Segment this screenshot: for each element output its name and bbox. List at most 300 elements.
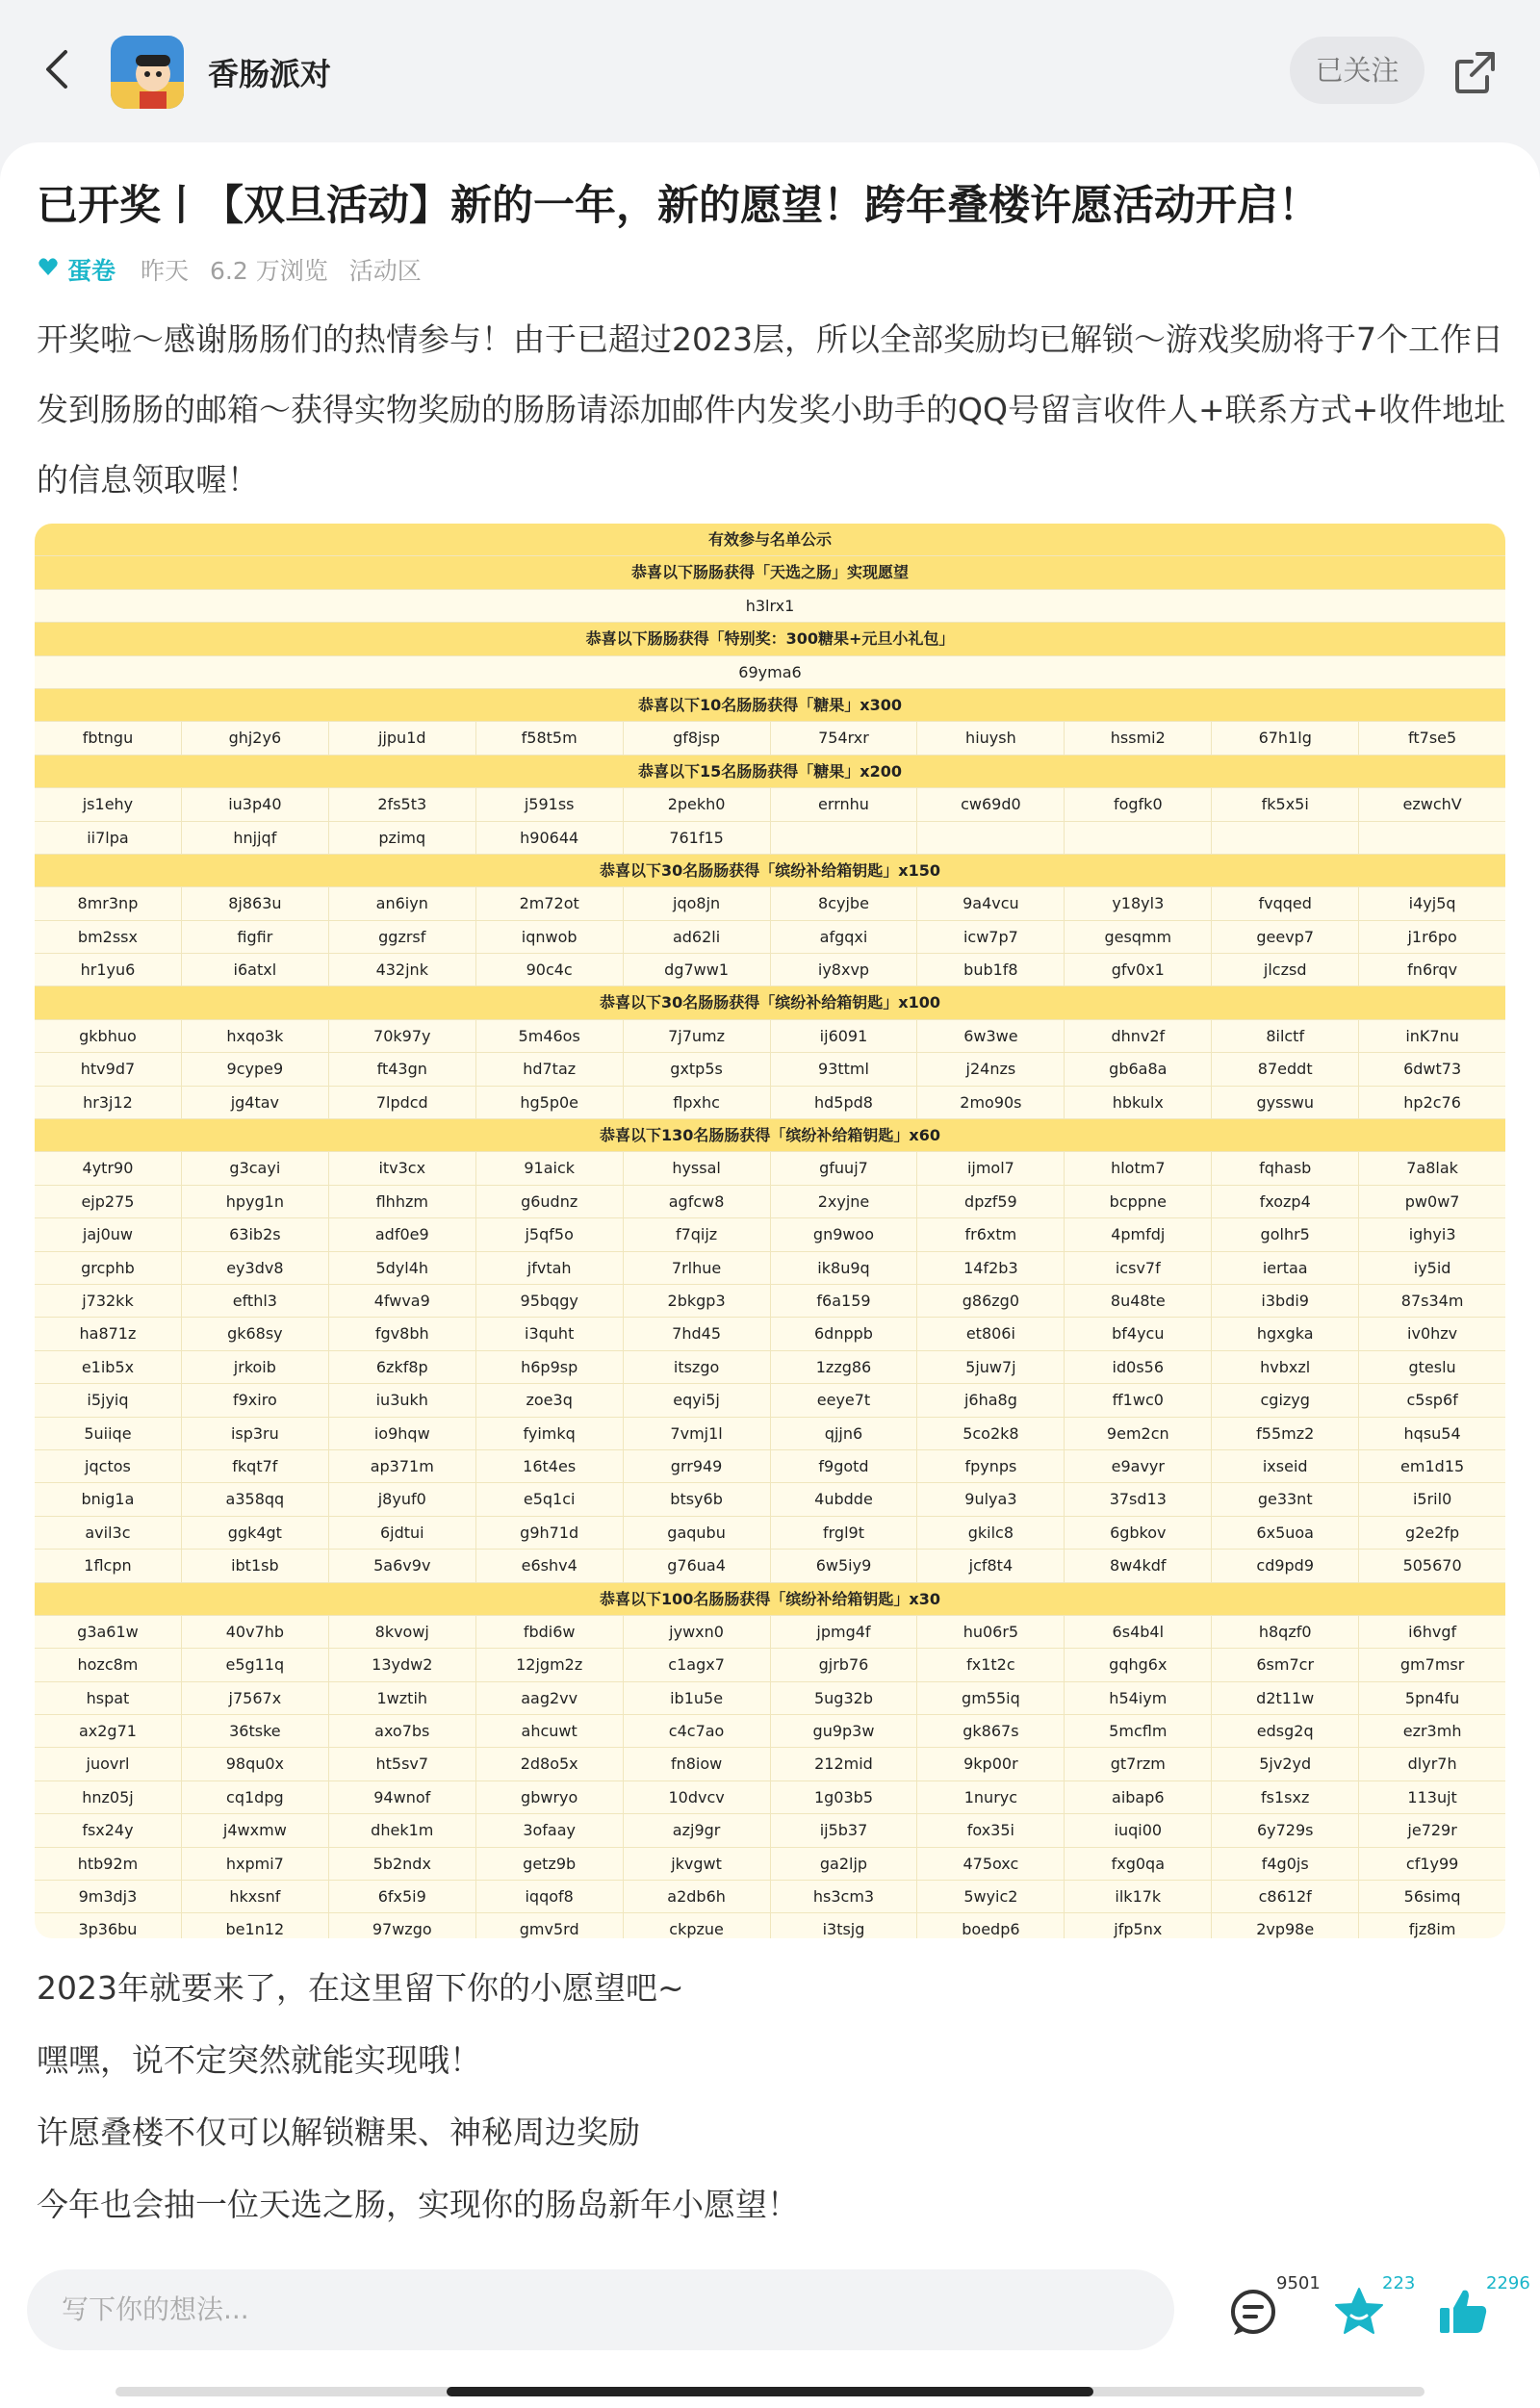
table-header-text: 恭喜以下30名肠肠获得「缤纷补给箱钥匙」x100 [600,993,940,1012]
table-cell [1065,822,1212,854]
table-header-row [35,623,1505,655]
table-cell: ij6091 [771,1020,918,1052]
table-cell: iy5id [1413,1258,1451,1277]
table-cell: gysswu [1212,1087,1359,1118]
table-cell: ft7se5 [1408,729,1457,748]
table-cell: 91aick [476,1152,624,1184]
table-cell: golhr5 [1212,1218,1359,1250]
table-cell: gu9p3w [771,1715,918,1747]
table-cell: a2db6h [624,1881,771,1912]
table-cell: flhhzm [329,1186,476,1217]
table-cell: f6a159 [771,1285,918,1317]
table-cell: cd9pd9 [1212,1550,1359,1581]
table-cell: i4yj5q [1408,894,1456,913]
table-cell: fyimkq [476,1418,624,1449]
table-cell: 9em2cn [1065,1418,1212,1449]
table-cell: boedp6 [917,1913,1065,1938]
table-cell: j6ha8g [917,1384,1065,1416]
table-row [35,1450,1505,1483]
table-row [35,1913,1505,1938]
table-header-row [35,756,1505,788]
table-cell: edsg2q [1212,1715,1359,1747]
table-row [35,1152,1505,1185]
table-cell: js1ehy [35,788,182,820]
table-cell: 432jnk [329,954,476,986]
table-cell: figfir [182,921,329,953]
table-cell: gfv0x1 [1065,954,1212,986]
table-row [35,1384,1505,1417]
table-cell: hg5p0e [476,1087,624,1118]
table-cell: ge33nt [1212,1483,1359,1515]
table-cell: jcf8t4 [917,1550,1065,1581]
post-card [0,142,1540,2250]
table-cell: f7qijz [624,1218,771,1250]
table-header-row [35,986,1505,1019]
table-cell: d2t11w [1212,1682,1359,1714]
table-cell: 7vmj1l [624,1418,771,1449]
table-cell: hxpmi7 [182,1848,329,1880]
table-cell: 5b2ndx [329,1848,476,1880]
table-row [35,1649,1505,1681]
table-cell: 6y729s [1212,1814,1359,1846]
table-cell: 97wzgo [329,1913,476,1938]
table-cell: agfcw8 [624,1186,771,1217]
table-cell: h54iym [1065,1682,1212,1714]
table-cell: dlyr7h [1407,1755,1457,1774]
table-row [35,1186,1505,1218]
table-header-row [35,556,1505,589]
table-cell: jkvgwt [624,1848,771,1880]
share-icon[interactable] [1449,46,1501,98]
table-cell: ey3dv8 [182,1252,329,1284]
table-cell: adf0e9 [329,1218,476,1250]
table-cell: jqctos [35,1450,182,1482]
table-cell: 4pmfdj [1065,1218,1212,1250]
table-cell: iy8xvp [771,954,918,986]
table-cell: 10dvcv [624,1781,771,1813]
table-cell: e5q1ci [476,1483,624,1515]
table-cell: 7rlhue [624,1252,771,1284]
table-cell: fjz8im [1408,1920,1456,1938]
table-cell: hnz05j [35,1781,182,1813]
star-icon[interactable] [1330,2283,1388,2341]
table-cell: flpxhc [624,1087,771,1118]
table-cell: 40v7hb [182,1616,329,1648]
table-cell: 9a4vcu [917,887,1065,919]
table-row [35,656,1505,689]
table-cell: itv3cx [329,1152,476,1184]
table-cell: htv9d7 [35,1053,182,1085]
table-cell: 1nuryc [917,1781,1065,1813]
table-row [35,1682,1505,1715]
table-cell: jg4tav [182,1087,329,1118]
table-cell: fr6xtm [917,1218,1065,1250]
table-cell: frgl9t [771,1517,918,1549]
table-cell: ib1u5e [624,1682,771,1714]
table-cell: aibap6 [1065,1781,1212,1813]
table-cell: 93ttml [771,1053,918,1085]
table-cell: fs1sxz [1212,1781,1359,1813]
table-cell: jrkoib [182,1351,329,1383]
table-cell: an6iyn [329,887,476,919]
table-cell: f55mz2 [1212,1418,1359,1449]
table-cell: hpyg1n [182,1186,329,1217]
table-cell: j4wxmw [182,1814,329,1846]
table-cell: 37sd13 [1065,1483,1212,1515]
table-cell: 5jv2yd [1212,1748,1359,1780]
table-cell: 70k97y [329,1020,476,1052]
table-cell: 56simq [1403,1887,1461,1907]
table-cell: ggzrsf [329,921,476,953]
table-cell: errnhu [771,788,918,820]
table-cell: gxtp5s [624,1053,771,1085]
comment-icon[interactable] [1224,2283,1282,2341]
bottom-action-bar [0,2250,1540,2408]
table-cell: et806i [917,1318,1065,1349]
table-cell: h6p9sp [476,1351,624,1383]
table-cell: 5a6v9v [329,1550,476,1581]
table-cell: 1flcpn [35,1550,182,1581]
thumbs-up-icon[interactable] [1434,2283,1492,2341]
table-header-row [35,524,1505,556]
app-name[interactable]: 香肠派对 [208,56,332,92]
table-cell: bm2ssx [35,921,182,953]
table-cell: 7a8lak [1406,1159,1458,1178]
table-row [35,887,1505,920]
table-cell: fkqt7f [182,1450,329,1482]
star-count: 223 [1382,2273,1416,2293]
table-cell: iqnwob [476,921,624,953]
table-cell: itszgo [624,1351,771,1383]
table-cell: ha871z [35,1318,182,1349]
table-cell: 36tske [182,1715,329,1747]
table-header-text: 恭喜以下10名肠肠获得「糖果」x300 [638,695,902,714]
table-cell: 14f2b3 [917,1252,1065,1284]
table-cell: 9ulya3 [917,1483,1065,1515]
table-cell: ahcuwt [476,1715,624,1747]
table-cell: dhnv2f [1065,1020,1212,1052]
table-cell: hssmi2 [1065,722,1212,754]
post-paragraph: 2023年就要来了，在这里留下你的小愿望吧~ [37,1969,684,2007]
table-cell: hs3cm3 [771,1881,918,1912]
post-title: 已开奖丨【双旦活动】新的一年，新的愿望！跨年叠楼许愿活动开启！ [37,182,1320,230]
table-cell: jfp5nx [1065,1913,1212,1938]
table-cell: 6gbkov [1065,1517,1212,1549]
table-cell: 6fx5i9 [329,1881,476,1912]
table-cell: cq1dpg [182,1781,329,1813]
table-cell: iu3p40 [182,788,329,820]
table-cell: 6dnppb [771,1318,918,1349]
table-cell: i5ril0 [1412,1490,1452,1509]
table-cell: 12jgm2z [476,1649,624,1680]
table-cell: j8yuf0 [329,1483,476,1515]
table-cell: fogfk0 [1065,788,1212,820]
table-cell [1359,822,1505,854]
table-cell: fsx24y [35,1814,182,1846]
table-cell: 7hd45 [624,1318,771,1349]
section-label[interactable]: 活动区 [348,257,422,285]
table-cell: jlczsd [1212,954,1359,986]
table-cell: 4fwva9 [329,1285,476,1317]
table-cell: f4g0js [1212,1848,1359,1880]
table-cell: 113ujt [1407,1787,1457,1806]
table-cell: fgv8bh [329,1318,476,1349]
table-cell: j591ss [476,788,624,820]
table-cell: htb92m [35,1848,182,1880]
table-cell: bub1f8 [917,954,1065,986]
table-cell: gb6a8a [1065,1053,1212,1085]
table-cell: i3bdi9 [1212,1285,1359,1317]
table-cell: ga2ljp [771,1848,918,1880]
table-cell: g86zg0 [917,1285,1065,1317]
table-cell [917,822,1065,854]
table-row [35,1781,1505,1814]
home-indicator [116,2387,1424,2396]
table-cell: fox35i [917,1814,1065,1846]
table-header-text: 恭喜以下30名肠肠获得「缤纷补给箱钥匙」x150 [600,860,940,880]
table-row [35,1285,1505,1318]
table-cell: h3lrx1 [745,596,795,615]
table-cell: hd7taz [476,1053,624,1085]
table-header-row [35,689,1505,722]
table-row [35,1517,1505,1550]
table-cell: h8qzf0 [1212,1616,1359,1648]
table-cell [1212,822,1359,854]
table-row [35,1483,1505,1516]
table-cell: dhek1m [329,1814,476,1846]
table-cell: g3a61w [35,1616,182,1648]
table-cell: iv0hzv [1407,1324,1458,1344]
table-header-text: 恭喜以下100名肠肠获得「缤纷补给箱钥匙」x30 [600,1589,940,1608]
table-cell: f9gotd [771,1450,918,1482]
comment-input[interactable]: 写下你的想法... [27,2269,1174,2350]
table-cell: iqqof8 [476,1881,624,1912]
table-cell: ijmol7 [917,1152,1065,1184]
table-cell: ezwchV [1402,795,1462,814]
table-row [35,1550,1505,1582]
table-cell: 98qu0x [182,1748,329,1780]
table-row [35,1848,1505,1881]
table-row [35,1616,1505,1649]
table-cell: 69yma6 [738,662,802,681]
view-count: 6.2 万浏览 [210,257,328,285]
table-cell: ff1wc0 [1065,1384,1212,1416]
table-cell: juovrl [35,1748,182,1780]
table-header-text: 恭喜以下肠肠获得「特别奖：300糖果+元旦小礼包」 [585,629,955,649]
table-cell: 475oxc [917,1848,1065,1880]
table-cell: j1r6po [1407,927,1457,946]
table-cell: grr949 [624,1450,771,1482]
table-cell: hbkulx [1065,1087,1212,1118]
table-cell: 9cype9 [182,1053,329,1085]
back-arrow-icon[interactable] [38,40,77,98]
table-row [35,954,1505,986]
table-cell: gt7rzm [1065,1748,1212,1780]
table-cell: 7lpdcd [329,1087,476,1118]
table-cell: btsy6b [624,1483,771,1515]
post-paragraph: 嘿嘿，说不定突然就能实现哦！ [37,2041,481,2079]
post-time: 昨天 [141,257,190,285]
table-cell [771,822,918,854]
table-cell: 5co2k8 [917,1418,1065,1449]
table-cell: 2m72ot [476,887,624,919]
table-cell: 3ofaay [476,1814,624,1846]
table-cell: hlotm7 [1065,1152,1212,1184]
table-cell: 4ytr90 [35,1152,182,1184]
table-cell: i5jyiq [35,1384,182,1416]
table-cell: qjjn6 [771,1418,918,1449]
table-cell: iuqi00 [1065,1814,1212,1846]
table-row [35,1748,1505,1780]
table-cell: gk867s [917,1715,1065,1747]
table-cell: 8ilctf [1212,1020,1359,1052]
table-cell: e5g11q [182,1649,329,1680]
post-paragraph: 今年也会抽一位天选之肠，实现你的肠岛新年小愿望！ [37,2186,799,2223]
table-cell: icw7p7 [917,921,1065,953]
table-row [35,1814,1505,1847]
table-cell: f58t5m [476,722,624,754]
table-cell: 87eddt [1212,1053,1359,1085]
table-cell: be1n12 [182,1913,329,1938]
table-cell: ibt1sb [182,1550,329,1581]
table-cell: 5juw7j [917,1351,1065,1383]
table-row [35,822,1505,855]
table-cell: 2xyjne [771,1186,918,1217]
app-icon[interactable] [111,36,184,109]
author-name[interactable]: 蛋卷 [67,257,116,285]
table-row [35,1218,1505,1251]
table-cell: jfvtah [476,1252,624,1284]
table-cell: 6s4b4l [1065,1616,1212,1648]
table-cell: id0s56 [1065,1351,1212,1383]
table-cell: 13ydw2 [329,1649,476,1680]
table-cell: pzimq [329,822,476,854]
home-indicator-thumb [447,2387,1093,2396]
table-cell: fn8iow [624,1748,771,1780]
table-cell: efthl3 [182,1285,329,1317]
table-cell: hyssal [624,1152,771,1184]
table-header-text: 有效参与名单公示 [707,530,832,549]
table-cell: iertaa [1212,1252,1359,1284]
table-cell: je729r [1407,1821,1457,1840]
table-cell: 2vp98e [1212,1913,1359,1938]
table-cell: 95bqgy [476,1285,624,1317]
table-cell: h90644 [476,822,624,854]
table-cell: gqhg6x [1065,1649,1212,1680]
table-cell: hnjjqf [182,822,329,854]
table-cell: g3cayi [182,1152,329,1184]
table-cell: isp3ru [182,1418,329,1449]
table-cell: 4ubdde [771,1483,918,1515]
table-cell: cgizyg [1212,1384,1359,1416]
table-cell: gkilc8 [917,1517,1065,1549]
table-cell: pw0w7 [1404,1191,1460,1211]
table-cell: jqo8jn [624,887,771,919]
table-cell: 6jdtui [329,1517,476,1549]
table-cell: ap371m [329,1450,476,1482]
follow-button[interactable]: 已关注 [1290,37,1424,104]
table-cell: gmv5rd [476,1913,624,1938]
table-cell: c5sp6f [1406,1391,1458,1410]
table-cell: 94wnof [329,1781,476,1813]
table-cell: dg7ww1 [624,954,771,986]
table-cell: c4c7ao [624,1715,771,1747]
table-cell: y18yl3 [1065,887,1212,919]
top-bar [0,0,1540,144]
table-cell: j732kk [35,1285,182,1317]
table-cell: ckpzue [624,1913,771,1938]
table-row [35,1053,1505,1086]
table-cell: gbwryo [476,1781,624,1813]
table-cell: eeye7t [771,1384,918,1416]
table-cell: gm55iq [917,1682,1065,1714]
table-cell: ik8u9q [771,1252,918,1284]
table-cell: 6w3we [917,1020,1065,1052]
table-cell: 8j863u [182,887,329,919]
table-cell: hu06r5 [917,1616,1065,1648]
table-cell: i6hvgf [1408,1622,1457,1641]
table-cell: f9xiro [182,1384,329,1416]
table-cell: 6zkf8p [329,1351,476,1383]
table-cell: ejp275 [35,1186,182,1217]
table-cell: gm7msr [1399,1655,1465,1675]
table-row [35,1252,1505,1285]
table-row [35,1418,1505,1450]
table-cell: 9m3dj3 [35,1881,182,1912]
table-cell: 6w5iy9 [771,1550,918,1581]
comment-count: 9501 [1276,2273,1321,2293]
table-cell: io9hqw [329,1418,476,1449]
table-cell: 1zzg86 [771,1351,918,1383]
table-cell: gjrb76 [771,1649,918,1680]
post-intro: 开奖啦～感谢肠肠们的热情参与！由于已超过2023层，所以全部奖励均已解锁～游戏奖励将于7个工作日发到肠肠的邮箱～获得实物奖励的肠肠请添加邮件内发奖小助手的QQ号留言收件人+联系方式+收件地址的信息领取喔！ [37,320,1506,499]
table-cell: cf1y99 [1405,1854,1459,1873]
table-cell: hqsu54 [1403,1423,1461,1443]
table-row [35,1881,1505,1913]
table-cell: 1g03b5 [771,1781,918,1813]
table-cell: 6x5uoa [1212,1517,1359,1549]
table-cell: 7j7umz [624,1020,771,1052]
winners-table [35,524,1505,1938]
table-cell: g9h71d [476,1517,624,1549]
table-cell: ht5sv7 [329,1748,476,1780]
table-cell: gn9woo [771,1218,918,1250]
table-cell: e1ib5x [35,1351,182,1383]
table-cell: afgqxi [771,921,918,953]
table-cell: em1d15 [1400,1456,1465,1475]
table-cell: 90c4c [476,954,624,986]
table-cell: gk68sy [182,1318,329,1349]
table-cell: fbdi6w [476,1616,624,1648]
table-cell: 2d8o5x [476,1748,624,1780]
verified-heart-icon [37,255,60,284]
table-cell: ggk4gt [182,1517,329,1549]
table-header-text: 恭喜以下15名肠肠获得「糖果」x200 [638,761,902,781]
post-meta [37,250,443,289]
table-cell: j24nzs [917,1053,1065,1085]
table-cell: bnig1a [35,1483,182,1515]
table-cell: gesqmm [1065,921,1212,953]
table-cell: j7567x [182,1682,329,1714]
table-cell: 5mcflm [1065,1715,1212,1747]
table-row [35,1351,1505,1384]
table-cell: hr1yu6 [35,954,182,986]
table-cell: 8cyjbe [771,887,918,919]
table-cell: gf8jsp [624,722,771,754]
table-cell: i6atxl [182,954,329,986]
table-cell: iu3ukh [329,1384,476,1416]
table-cell: 5pn4fu [1404,1688,1460,1707]
